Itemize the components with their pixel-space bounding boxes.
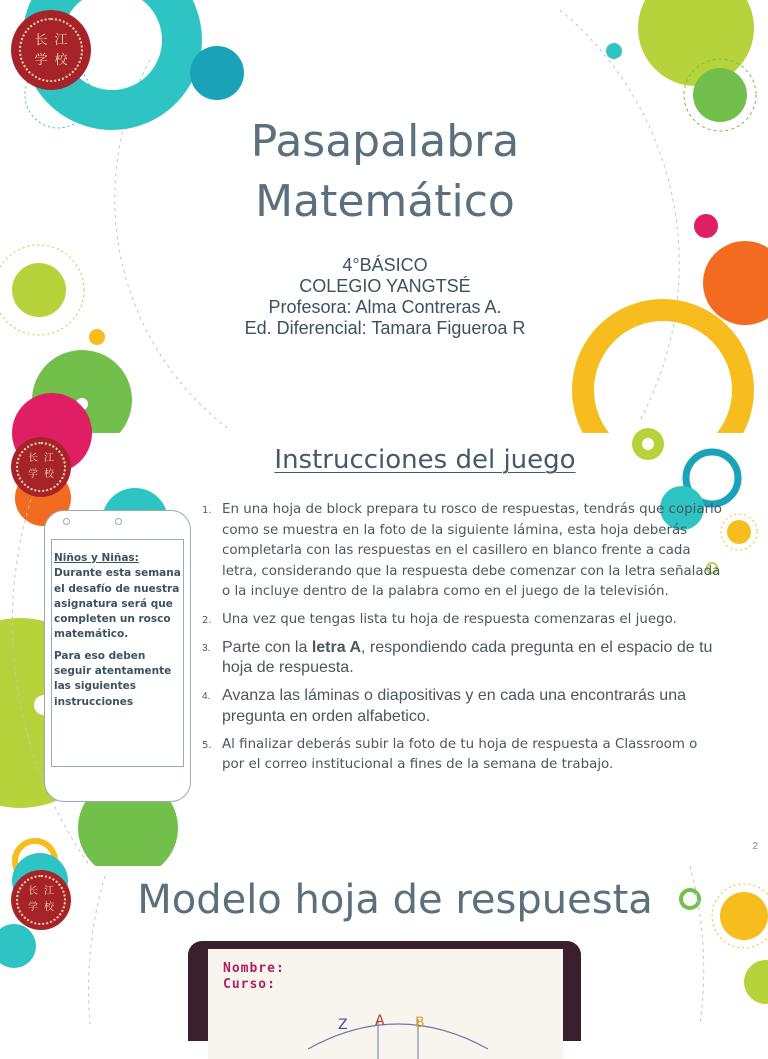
- phone-heading: Niños y Niñas:: [54, 552, 139, 564]
- phone-paragraph-1: Durante esta semana el desafío de nuestra asignatura será que completen un rosco matemático.: [54, 567, 181, 641]
- instructions-title: Instrucciones del juego: [274, 445, 576, 475]
- photo-letter-b: B: [415, 1015, 425, 1031]
- title-line-2: Matemático: [255, 176, 515, 227]
- presentation-title: [160, 112, 610, 232]
- school-seal-logo: 长 江 学 校: [11, 10, 91, 90]
- photo-letter-a: A: [375, 1013, 385, 1029]
- subtitle-teacher: Profesora: Alma Contreras A.: [268, 297, 502, 317]
- subtitle-special-ed: Ed. Diferencial: Tamara Figueroa R: [244, 318, 526, 338]
- slide-model-sheet: [0, 866, 768, 1033]
- page-number: 2: [752, 841, 758, 852]
- slide-title: [0, 0, 768, 433]
- school-seal-logo: 长 江 学 校: [11, 870, 71, 930]
- photo-paper: [208, 949, 563, 1059]
- photo-rosco-sketch: [208, 949, 563, 1059]
- photo-course-label: Curso:: [223, 977, 276, 992]
- photo-letter-z: Z: [338, 1017, 348, 1033]
- school-seal-logo: 长 江 学 校: [11, 437, 71, 497]
- title-line-1: Pasapalabra: [250, 116, 520, 167]
- subtitle-school: COLEGIO YANGTSÉ: [299, 276, 471, 296]
- photo-name-label: Nombre:: [223, 961, 285, 976]
- list-item: 1. En una hoja de block prepara tu rosco de respuestas, tendrás que copiarlo como se muestra en la foto de la siguiente lámina, esta hoja deberás completarla con las respuestas en el casillero en blanco frente a cada letra, considerando que la respuesta debe comenzar con la letra señalada o la incluye dentro de la palabra como en el juego de la televisión.: [202, 502, 722, 600]
- phone-illustration: [44, 510, 191, 802]
- phone-camera-icon: [63, 518, 70, 525]
- list-item: 3. Parte con la letra A, respondiendo cada pregunta en el espacio de tu hoja de respuesta.: [202, 638, 713, 677]
- slide-instructions: [0, 433, 768, 866]
- presentation-subtitle: [160, 255, 610, 339]
- list-item: 5. Al finalizar deberás subir la foto de tu hoja de respuesta a Classroom o por el correo institucional a fines de la semana de trabajo.: [202, 736, 698, 773]
- model-sheet-title: Modelo hoja de respuesta: [137, 877, 653, 923]
- phone-sensor-icon: [115, 518, 122, 525]
- list-item: 2. Una vez que tengas lista tu hoja de respuesta comenzaras el juego.: [202, 611, 677, 627]
- phone-paragraph-2: Para eso deben seguir atentamente las siguientes instrucciones: [54, 649, 172, 708]
- instructions-list: [202, 500, 722, 783]
- phone-message: [54, 551, 182, 716]
- answer-sheet-photo: [188, 941, 581, 1041]
- list-item: 4. Avanza las láminas o diapositivas y en cada una encontrarás una pregunta en orden alfabetico.: [202, 687, 686, 725]
- subtitle-grade: 4°BÁSICO: [342, 255, 428, 275]
